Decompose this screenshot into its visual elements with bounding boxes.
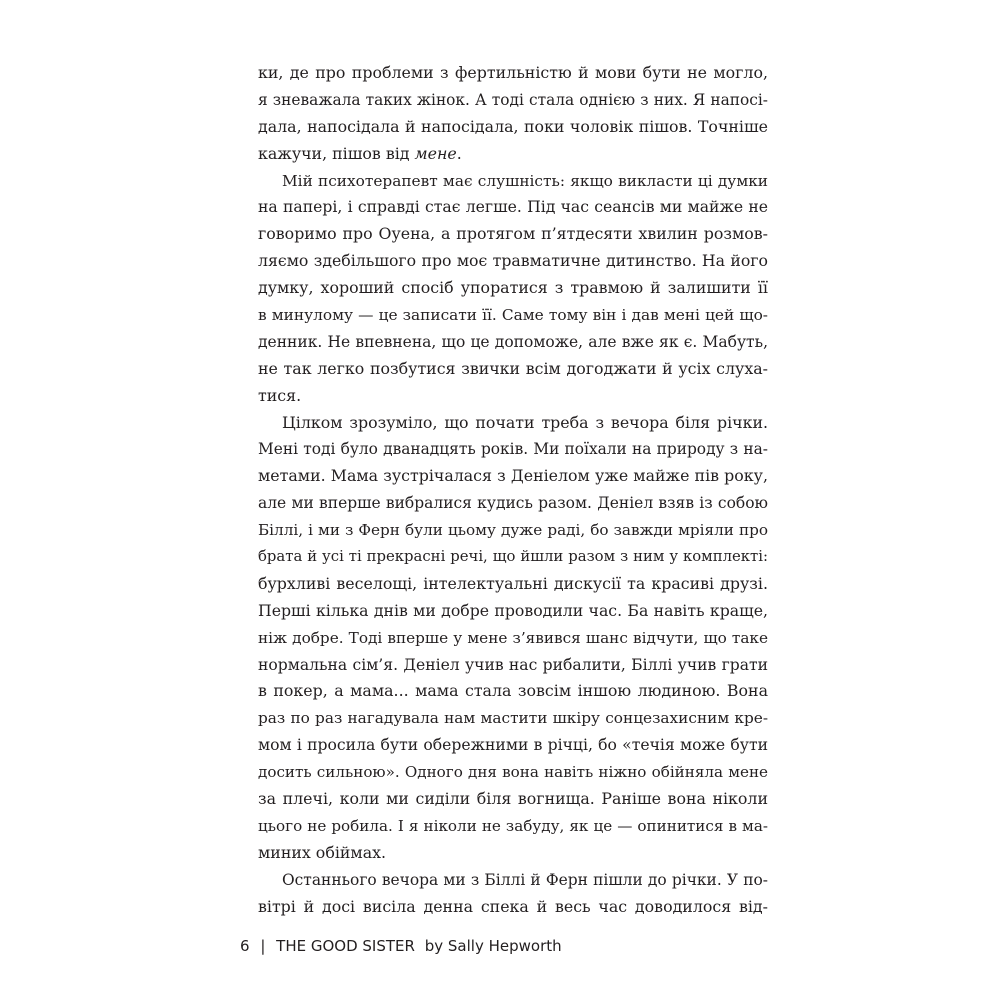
page-footer (240, 934, 562, 958)
text-line: ніж добре. Тоді вперше у мене з’явився шанс відчути, що таке (258, 628, 768, 647)
text-line: не так легко позбутися звички всім догоджати й усіх слуха- (258, 358, 768, 378)
text-line: денник. Не впевнена, що це допоможе, але вже як є. Мабуть, (258, 332, 768, 351)
text-line: але ми вперше вибралися кудись разом. Деніел взяв із собою (258, 494, 768, 513)
text-line: раз по раз нагадувала нам мастити шкіру сонцезахисним кре- (258, 709, 768, 728)
text-line: Мій психотерапевт має слушність: якщо викласти ці думки (282, 171, 768, 190)
text-line: Біллі, і ми з Ферн були цьому дуже раді, бо завжди мріяли про (258, 521, 768, 540)
text-line: говоримо про Оуена, а протягом п’ятдесяти хвилин розмов- (258, 224, 768, 244)
text-line: метами. Мама зустрічалася з Деніелом уже майже пів року, (258, 466, 768, 486)
text-line: я зневажала таких жінок. А тоді стала однією з них. Я напосі- (258, 90, 768, 109)
body-text (258, 60, 768, 921)
text-line: вітрі й досі висіла денна спека й весь час доводилося від- (258, 896, 768, 916)
text-line: Перші кілька днів ми добре проводили час. Ба навіть краще, (258, 600, 768, 620)
text-line: цього не робила. І я ніколи не забуду, як це — опинитися в ма- (258, 816, 768, 835)
page-number: 6 (240, 937, 250, 955)
text-line: досить сильною». Одного дня вона навіть ніжно обійняла мене (258, 763, 768, 782)
author-byline: by Sally Hepworth (424, 937, 562, 955)
text-line: ки, де про проблеми з фертильністю й мови бути не могло, (258, 63, 768, 82)
text-line: брата й усі ті прекрасні речі, що йшли разом з ним у комплекті: (258, 548, 768, 566)
footer-separator: | (260, 937, 266, 955)
text-line: Цілком зрозуміло, що почати треба з вечора біля річки. (282, 412, 768, 432)
text-line: на папері, і справді стає легше. Під час сеансів ми майже не (258, 197, 768, 217)
text-line: мом і просила бути обережними в річці, бо «течія може бути (258, 736, 768, 755)
text-line: в покер, а мама... мама стала зовсім іншою людиною. Вона (258, 681, 768, 701)
text-line: ляємо здебільшого про моє травматичне дитинство. На його (258, 251, 768, 271)
text-span: . (456, 143, 462, 163)
text-line: миних обіймах. (258, 842, 387, 862)
text-line: бурхливі веселощі, інтелектуальні дискусії та красиві друзі. (258, 573, 768, 593)
text-span: кажучи, пішов від (258, 143, 415, 163)
text-line: за плечі, коли ми сиділи біля вогнища. Раніше вона ніколи (258, 789, 768, 809)
text-line: тися. (258, 385, 302, 405)
emphasis-text: мене (414, 143, 457, 163)
text-line: Мені тоді було дванадцять років. Ми поїхали на природу з на- (258, 440, 768, 459)
book-title: THE GOOD SISTER (276, 937, 415, 955)
text-line: думку, хороший спосіб упоратися з травмою й залишити її (258, 278, 768, 298)
text-line (258, 141, 768, 168)
text-line: дала, напосідала й напосідала, поки чоловік пішов. Точніше (258, 116, 768, 136)
text-line: Останнього вечора ми з Біллі й Ферн пішли до річки. У по- (282, 870, 768, 889)
text-line: в минулому — це записати її. Саме тому він і дав мені цей що- (258, 306, 768, 325)
text-line: нормальна сім’я. Деніел учив нас рибалити, Біллі учив грати (258, 655, 768, 674)
